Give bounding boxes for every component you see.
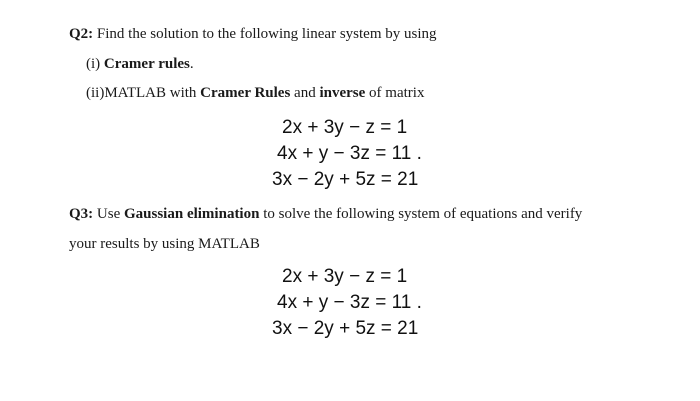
q3-equation-1: 2x + 3y − z = 1: [282, 266, 408, 287]
q3-line-2: your results by using MATLAB: [69, 236, 260, 252]
q2-item1-bold: Cramer rules: [103, 56, 190, 72]
q2-item1-prefix: (i): [86, 56, 104, 72]
q2-equation-1: 2x + 3y − z = 1: [282, 117, 408, 138]
q2-item2-mid: and: [290, 85, 320, 101]
q3-label: Q3:: [69, 206, 94, 222]
q2-item-2: [86, 85, 424, 102]
q2-prompt: Find the solution to the following linear system by using: [96, 26, 437, 42]
q2-item2-bold1: Cramer Rules: [200, 85, 291, 101]
q2-prompt-line: [69, 26, 437, 43]
q2-item2-prefix: (ii)MATLAB with: [86, 85, 201, 101]
q2-item1-suffix: .: [189, 56, 194, 72]
q3-text-pre: Use: [96, 206, 124, 222]
q2-item2-bold2: inverse: [319, 85, 366, 101]
q2-equation-3: 3x − 2y + 5z = 21: [272, 169, 419, 190]
q2-item-1: [86, 56, 194, 73]
q3-text-bold: Gaussian elimination: [124, 206, 260, 222]
q3-equation-3: 3x − 2y + 5z = 21: [272, 318, 419, 339]
q3-prompt-line: [69, 206, 582, 223]
q3-equation-2: 4x + y − 3z = 11 .: [277, 292, 422, 313]
q2-item2-suffix: of matrix: [365, 85, 425, 101]
q2-label: Q2:: [69, 26, 94, 42]
q3-text-post: to solve the following system of equations and verify: [259, 206, 583, 222]
q2-equation-2: 4x + y − 3z = 11 .: [277, 143, 422, 164]
